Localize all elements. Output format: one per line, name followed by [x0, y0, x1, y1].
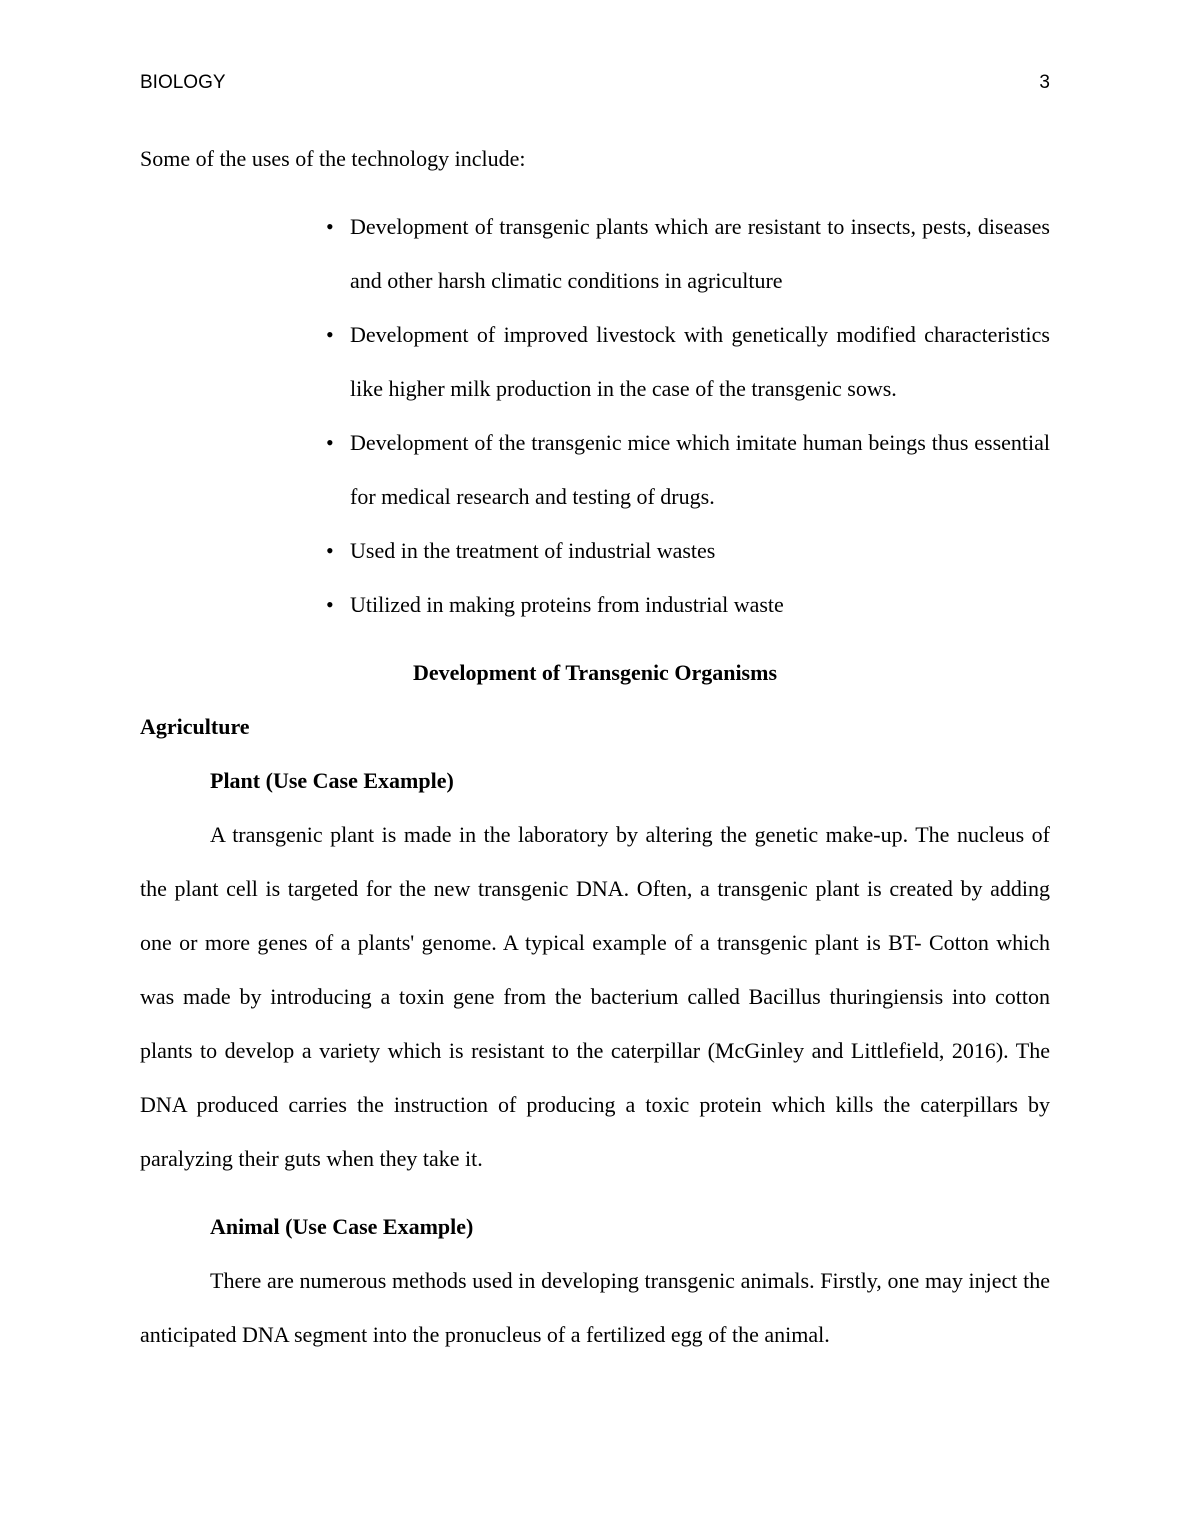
bullet-list: [140, 200, 1050, 632]
running-head: BIOLOGY: [140, 72, 226, 93]
bullet-item: • Development of transgenic plants which are resistant to insects, pests, diseases and other harsh climatic conditions in agriculture: [320, 200, 1050, 308]
agriculture-heading: Agriculture: [140, 714, 250, 739]
bullet-item: • Development of the transgenic mice which imitate human beings thus essential for medical research and testing of drugs.: [320, 416, 1050, 524]
plant-heading: Plant (Use Case Example): [210, 768, 454, 793]
page-number: 3: [1039, 72, 1050, 93]
bullet-item: • Used in the treatment of industrial wastes: [320, 524, 1050, 578]
bullet-item: • Utilized in making proteins from industrial waste: [320, 578, 1050, 632]
plant-paragraph: A transgenic plant is made in the laboratory by altering the genetic make-up. The nucleus of the plant cell is targeted for the new transgenic DNA. Often, a transgenic plant is created by adding one or more genes of a plants' genome. A typical example of a transgenic plant is BT- Cotton which was made by introducing a toxin gene from the bacterium called Bacillus thuringiensis into cotton plants to develop a variety which is resistant to the caterpillar (McGinley and Littlefield, 2016). The DNA produced carries the instruction of producing a toxic protein which kills the caterpillars by paralyzing their guts when they take it.: [140, 822, 1050, 1171]
section-heading: Development of Transgenic Organisms: [413, 660, 777, 685]
animal-heading: Animal (Use Case Example): [210, 1214, 474, 1239]
bullet-item: • Development of improved livestock with genetically modified characteristics like higher milk production in the case of the transgenic sows.: [320, 308, 1050, 416]
document-body: [140, 132, 1050, 1362]
intro-paragraph: Some of the uses of the technology include:: [140, 146, 526, 171]
page-header: [140, 72, 1050, 94]
animal-paragraph: There are numerous methods used in developing transgenic animals. Firstly, one may inject the anticipated DNA segment into the pronucleus of a fertilized egg of the animal.: [140, 1268, 1050, 1347]
